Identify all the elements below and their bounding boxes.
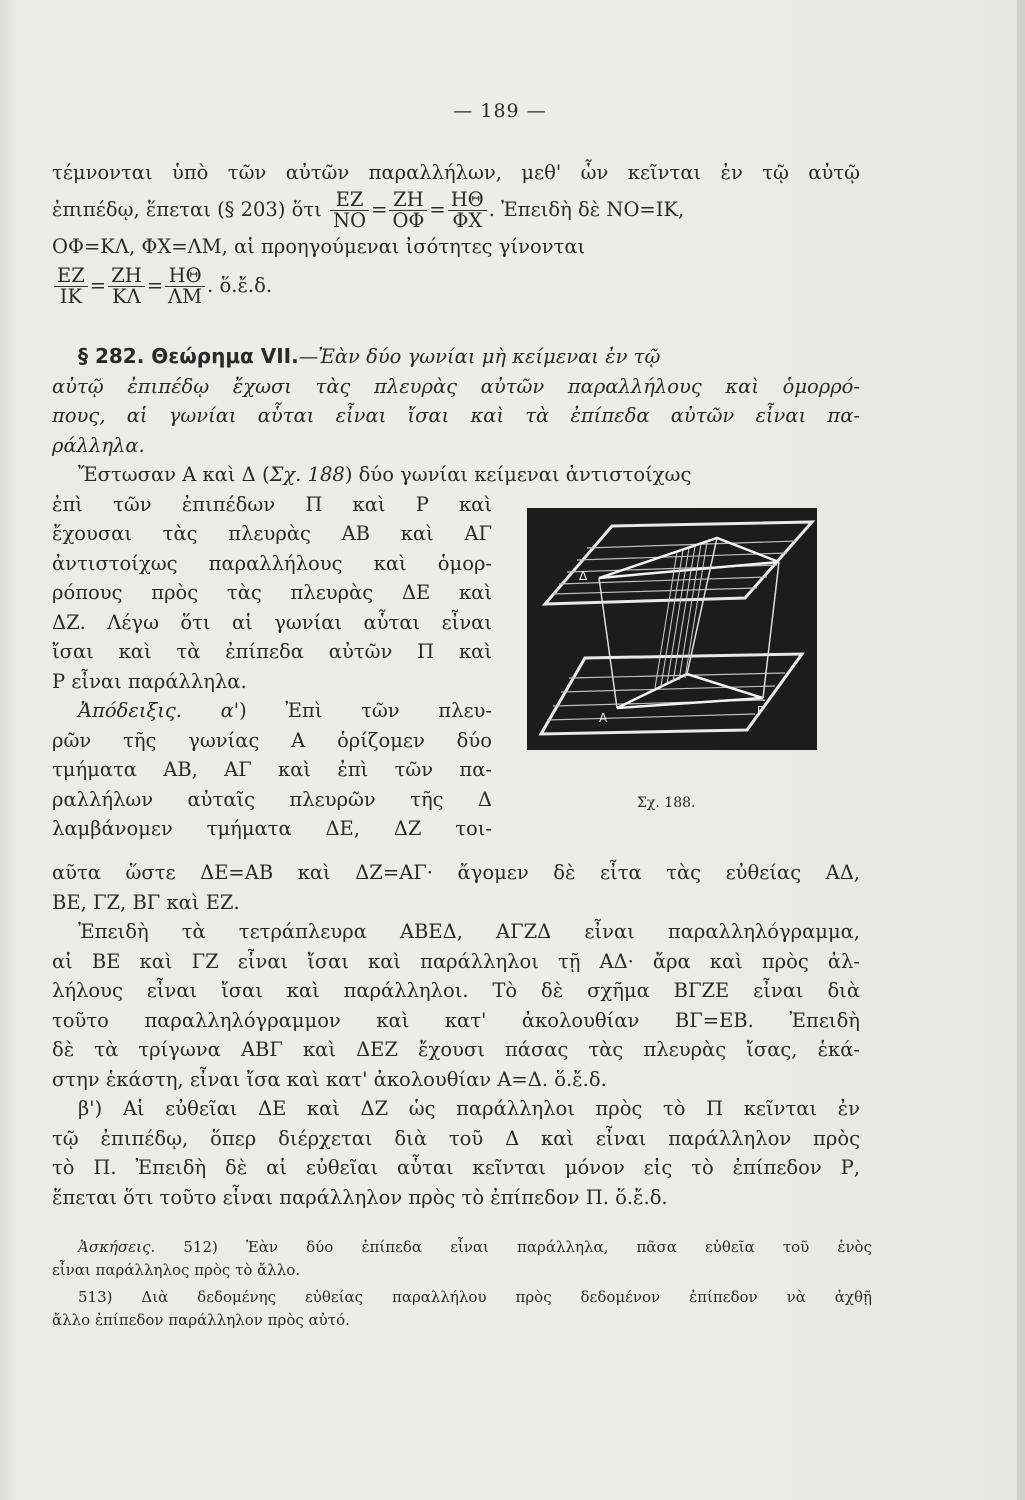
text-line: στην ἑκάστη, εἶναι ἴσα καὶ κατ' ἀκολουθίαν Α=Δ. ὅ.ἔ.δ. [52,1067,607,1091]
text-line: δὲ τὰ τρίγωνα ΑΒΓ καὶ ΔΕΖ ἔχουσι πάσας τὰς πλευρὰς ἴσας, ἑκά- [52,1038,860,1061]
exercise-line: εἶναι παράλληλος πρὸς τὸ ἄλλο. [52,1261,301,1279]
text-span: ἐπιπέδῳ, ἕπεται (§ 203) ὅτι [52,197,322,221]
text-line: τοῦτο παραλληλόγραμμον καὶ κατ' ἀκολουθίαν ΒΓ=ΕΒ. Ἐπειδὴ [52,1008,860,1032]
theorem-block [52,342,860,460]
theorem-line: πους, αἱ γωνίαι αὗται εἶναι ἴσαι καὶ τὰ ἐπίπεδα αὐτῶν εἶναι πα- [52,404,860,427]
text-line: ἴσαι καὶ τὰ ἐπίπεδα αὐτῶν Π καὶ [52,640,492,663]
fraction: $\frac{EZ}{IK}$ [54,266,88,307]
parallel-planes-diagram [527,508,817,750]
text-line: ρόπους πρὸς τὰς πλευρὰς ΔΕ καὶ [52,581,492,604]
exercise-line: ἄλλο ἐπίπεδον παράλληλον πρὸς αὐτό. [52,1311,350,1329]
proof-body-wide [52,858,860,1212]
figure-188 [527,508,817,750]
theorem-line: αὐτῷ ἐπιπέδῳ ἔχωσι τὰς πλευρὰς αὐτῶν παραλλήλους καὶ ὁμορρό- [52,374,860,398]
text-line: αῦτα ὥστε ΔΕ=ΑΒ καὶ ΔΖ=ΑΓ· ἄγομεν δὲ εἶτα τὰς εὐθείας ΑΔ, [52,861,860,884]
text-line: τῷ ἐπιπέδῳ, ὅπερ διέρχεται διὰ τοῦ Δ καὶ εἶναι παράλληλον πρὸς [52,1126,860,1150]
text-line: ἔχουσαι τὰς πλευρὰς ΑΒ καὶ ΑΓ [52,522,492,545]
page-edge [1017,0,1025,1500]
exercises-block [52,1236,872,1332]
vertex-label-gamma: Γ [757,704,764,717]
exercise-line: 513) Διὰ δεδομένης εὐθείας παραλλήλου πρὸς δεδομένον ἐπίπεδον νὰ ἀχθῇ [78,1288,872,1306]
text-line: Ἔστωσαν Α καὶ Δ (Σχ. 188) δύο γωνίαι κείμεναι ἀντιστοίχως [78,463,692,486]
theorem-statement: —Ἐὰν δύο γωνίαι μὴ κείμεναι ἐν τῷ [298,345,661,368]
text-span: . ὅ.ἔ.δ. [207,274,273,297]
text-line: τμήματα ΑΒ, ΑΓ καὶ ἐπὶ τῶν πα- [52,758,492,781]
proof-body [52,460,860,490]
text-line: λήλους εἶναι ἴσαι καὶ παράλληλοι. Τὸ δὲ σχῆμα ΒΓΖΕ εἶναι διὰ [52,979,860,1002]
fraction: $\frac{ZH}{K\Lambda}$ [108,266,145,307]
figure-caption: Σχ. 188. [637,795,696,811]
text-line: β') Αἱ εὐθεῖαι ΔΕ καὶ ΔΖ ὡς παράλληλοι πρὸς τὸ Π κεῖνται ἐν [78,1097,860,1120]
text-line: Ἀπόδειξις. α') Ἐπὶ τῶν πλευ- [78,699,492,722]
text-line: ἐπὶ τῶν ἐπιπέδων Π καὶ Ρ καὶ [52,492,492,516]
text-span: . Ἐπειδὴ δὲ ΝΟ=ΙΚ, [488,197,685,221]
text-line: Ἐπειδὴ τὰ τετράπλευρα ΑΒΕΔ, ΑΓΖΔ εἶναι παραλληλόγραμμα, [78,920,860,943]
theorem-line: ράλληλα. [52,433,145,457]
text-line: Ρ εἶναι παράλληλα. [52,669,247,693]
text-line: ἀντιστοίχως παραλλήλους καὶ ὁμορ- [52,551,492,575]
text-line: ΒΕ, ΓΖ, ΒΓ καὶ ΕΖ. [52,890,240,914]
text-line: τὸ Π. Ἐπειδὴ δὲ αἱ εὐθεῖαι αὗται κεῖνται μόνον εἰς τὸ ἐπίπεδον Ρ, [52,1156,860,1179]
vertical-hatch [655,542,707,688]
text-line: ρῶν τῆς γωνίας Α ὁρίζομεν δύο [52,728,492,752]
fraction: $\frac{ZH}{O\Phi}$ [389,190,427,231]
paragraph-proof-end [52,158,860,311]
fraction: $\frac{EZ}{NO}$ [330,190,369,231]
plane-lower-hatch [547,673,785,720]
exercise-line: Ἀσκήσεις. 512) Ἐὰν δύο ἐπίπεδα εἶναι παράλληλα, πᾶσα εὐθεῖα τοῦ ἑνὸς [78,1238,872,1256]
text-line-fractions: $\frac{EZ}{IK}$ = $\frac{ZH}{K\Lambda}$ = $\frac{H\Theta}{\Lambda M}$ . ὅ.ἔ.δ. [52,261,860,311]
text-line: ΔΖ. Λέγω ὅτι αἱ γωνίαι αὗται εἶναι [52,610,492,634]
text-line: τέμνονται ὑπὸ τῶν αὐτῶν παραλλήλων, μεθ' ὧν κεῖνται ἐν τῷ αὐτῷ [52,161,860,184]
text-line: ΟΦ=ΚΛ, ΦΧ=ΛΜ, αἱ προηγούμεναι ἰσότητες γίνονται [52,234,586,258]
fraction: $\frac{H\Theta}{\Phi X}$ [448,190,487,231]
vertex-label-delta: Δ [579,569,588,583]
theorem-line [52,342,860,372]
proof-body-narrow [52,490,492,844]
theorem-heading: § 282. Θεώρημα VII. [78,344,299,368]
text-line: λαμβάνομεν τμήματα ΔΕ, ΔΖ τοι- [52,817,492,840]
page-number: — 189 — [453,100,547,122]
fraction: $\frac{H\Theta}{\Lambda M}$ [165,266,205,307]
text-line: ραλλήλων αὐταῖς πλευρῶν τῆς Δ [52,787,492,811]
vertex-label-alpha: Α [599,711,608,725]
text-line: ἕπεται ὅτι τοῦτο εἶναι παράλληλον πρὸς τὸ ἐπίπεδον Π. ὅ.ἔ.δ. [52,1185,668,1209]
plane-upper-hatch [553,541,797,594]
text-line: αἱ ΒΕ καὶ ΓΖ εἶναι ἴσαι καὶ παράλληλοι τῇ ΑΔ· ἄρα καὶ πρὸς ἀλ- [52,949,860,973]
text-line-fractions: ἐπιπέδῳ, ἕπεται (§ 203) ὅτι $\frac{EZ}{NO}$ = $\frac{ZH}{O\Phi}$ = $\frac{H\Theta}{\Phi X}$ . Ἐπειδὴ δὲ ΝΟ=ΙΚ, [52,187,685,232]
